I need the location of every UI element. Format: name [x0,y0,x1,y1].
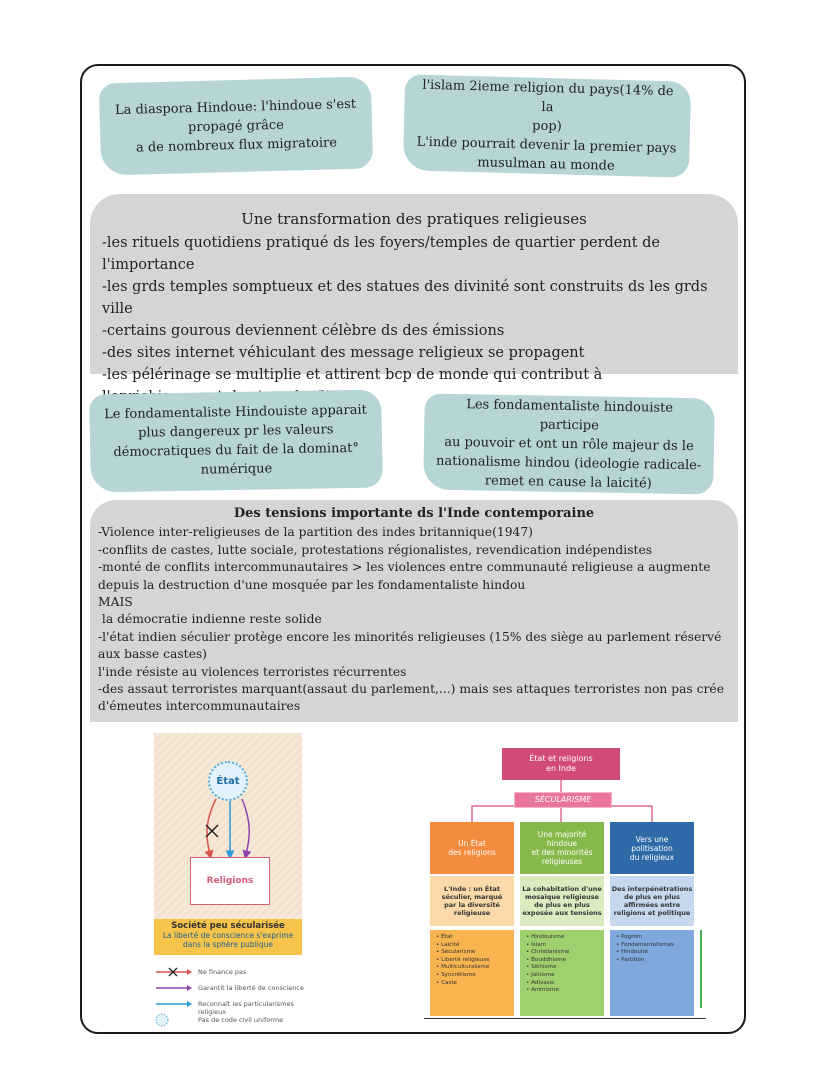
keyword-item: • Partition [616,957,694,965]
society-subtitle: La liberté de conscience s'exprime [162,931,294,940]
note-diaspora-hindoue [99,76,373,175]
legend-item [154,997,314,1016]
column-summary [430,876,514,926]
column-head-line: politisation [631,843,673,853]
keyword-item: • Hindouisme [526,934,604,942]
column-head-line: du religieux [629,852,675,862]
note-line: La diaspora Hindoue: l'hindoue s'est [114,96,357,118]
keyword-item: • Syncrétisme [436,972,514,980]
tensions-panel [90,500,738,722]
keyword-item: • Adivasis [526,980,604,988]
transformation-line: -les grds temples somptueux et des statues des divinité sont construits ds les grds ville [102,279,708,317]
transformation-line: -les pélérinage se multiplie et attirent bcp de monde qui contribut à [102,367,603,383]
legend-label: Pas de code civil uniforme [198,1016,284,1024]
column-keywords [520,930,604,1016]
column-summary [610,876,694,926]
secularism-label: SÉCULARISME [514,792,612,808]
column-head-line: des religions [448,848,496,857]
keyword-item: • Multiculturalisme [436,964,514,972]
tensions-line: MAIS [98,595,133,610]
summary-line: affirmées entre [623,901,681,909]
legend-item [154,965,314,981]
note-line: propagé grâce [187,117,285,135]
note-line: a de nombreux flux migratoire [135,134,338,156]
tensions-line: -monté de conflits intercommunautaires > les violences entre communauté religieuse a augmente depuis la destruction d'une mosquée par les fondamentaliste hindou [98,560,711,592]
summary-line: Des interpénétrations [611,885,693,893]
column-head-line: Vers une [635,834,669,844]
tensions-title: Des tensions importante ds l'Inde contemporaine [233,506,595,521]
legend-item [154,1013,314,1029]
diagram-legend [154,965,314,1029]
transformation-line: -certains gourous deviennent célèbre ds des émissions [102,323,505,339]
note-fondamentaliste-pouvoir [423,393,715,494]
note-line: Les fondamentaliste hindouiste participe [466,396,674,434]
column-keywords [610,930,694,1016]
summary-line: mosaïque religieuse [525,893,599,901]
keyword-item: • Animisme [526,987,604,995]
keyword-item: • Jaïnisme [526,972,604,980]
keyword-item: • Sikhisme [526,964,604,972]
transformation-title: Une transformation des pratiques religieuses [241,210,587,228]
summary-line: de plus en plus [534,901,590,909]
diagram-title [502,748,620,780]
summary-line: La cohabitation d'une [522,885,602,893]
summary-line: religieuse [453,909,491,917]
society-title: Société peu sécularisée [171,921,285,931]
legend-label: Garantit la liberté de conscience [198,984,304,992]
note-line: remet en cause la laicité) [484,473,652,491]
note-line: pop) [532,118,562,134]
legend-item [154,981,314,997]
keyword-item: • Islam [526,942,604,950]
secularization-diagram [154,733,302,1033]
keyword-item: • Liberté religieuse [436,957,514,965]
keyword-item: • Laïcité [436,942,514,950]
blue-arrow-icon [154,999,194,1009]
transformation-panel [90,194,738,383]
keyword-item: • Sécularisme [436,949,514,957]
tensions-line: -conflits de castes, lutte sociale, protestations régionalistes, revendication indépendistes [98,542,653,557]
tensions-line: -Violence inter-religieuses de la partition des indes britannique(1947) [98,525,533,540]
note-line: plus dangereux pr les valeurs [138,422,334,441]
transformation-line: -des sites internet véhiculant des message religieux se propagent [102,345,585,361]
note-line: numérique [200,461,273,478]
column-head-politisation [610,822,694,874]
keyword-item: • État [436,934,514,942]
summary-line: religions et politique [613,909,691,917]
column-head-line: Un État [458,839,486,848]
tensions-line: l'inde résiste au violences terroristes récurrentes [98,664,407,679]
summary-line: de plus en plus [624,893,680,901]
society-subtitle: dans la sphère publique [183,940,273,949]
keyword-item: • Bouddhisme [526,957,604,965]
summary-line: par la diversité [444,901,500,909]
keyword-item: • Christianisme [526,949,604,957]
tensions-line: -l'état indien séculier protège encore les minorités religieuses (15% des siège au parlement réservé aux basse castes) [98,629,722,662]
column-head-line: religieuses [541,857,583,866]
summary-line: L'Inde : un État [444,885,500,893]
accent-bar [700,930,702,1008]
keyword-item: • Pogrom [616,934,694,942]
note-fondamentaliste-dangereux [89,389,383,492]
etat-religions-diagram [424,744,706,1020]
legend-label: Ne finance pas [198,968,247,976]
column-head-majorite [520,822,604,874]
tensions-line: -des assaut terroristes marquant(assaut du parlement,...) mais ses attaques terroristes non pas crée d'émeutes intercommunautaires [98,682,724,714]
diagram-title-line: en Inde [546,764,576,773]
note-line: musulman au monde [477,154,615,174]
summary-line: séculier, marqué [441,893,503,901]
column-head-line: hindoue [546,839,578,848]
society-banner [154,919,302,955]
note-line: Le fondamentaliste Hindouiste apparait [104,402,367,423]
keyword-item: • Fondamentalismes [616,942,694,950]
keyword-item: • Caste [436,980,514,988]
note-line: l'islam 2ieme religion du pays(14% de la [422,77,674,115]
diagram-title-line: État et religions [529,754,593,763]
column-keywords [430,930,514,1016]
note-line: démocratiques du fait de la dominat° [113,440,360,461]
legend-label: Reconnaît les particularismes religieux [198,1000,294,1016]
column-head-line: et des minorités [531,848,593,857]
crossed-arrow-icon [154,967,194,977]
tensions-line: la démocratie indienne reste solide [98,612,322,627]
note-line: nationalisme hindou (ideologie radicale- [435,453,702,473]
column-head-etat [430,822,514,874]
transformation-line: -les rituels quotidiens pratiqué ds les foyers/temples de quartier perdent de l'importance [102,235,660,273]
column-head-line: Une majorité [537,830,587,839]
dotted-circle-icon [154,1013,194,1027]
baseline-rule [424,1018,706,1019]
purple-arrow-icon [154,983,194,993]
summary-line: exposée aux tensions [522,909,602,917]
etat-circle: État [208,761,248,801]
keyword-item: • Hindouité [616,949,694,957]
note-line: L'inde pourrait devenir la premier pays [416,134,677,156]
note-islam [403,74,691,177]
column-summary [520,876,604,926]
religions-box: Religions [190,857,270,905]
note-line: au pouvoir et ont un rôle majeur ds le [444,434,694,454]
